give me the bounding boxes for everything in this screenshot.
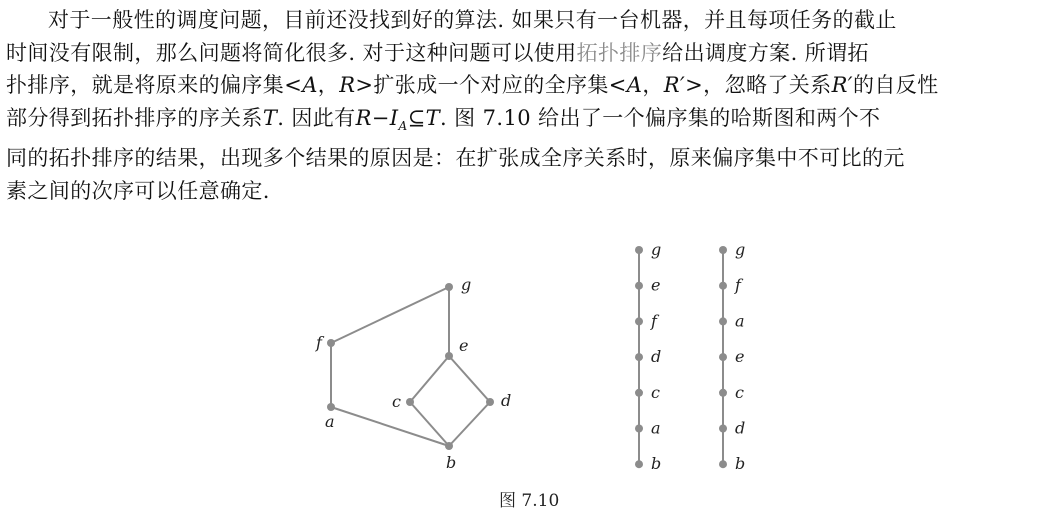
topological-sort-chain-1 [635,240,661,473]
label-g: g [461,275,472,294]
label-c: c [392,392,401,411]
chain-node [719,389,727,397]
text-segment: 部分得到拓扑排序的序关系 [6,105,263,130]
edge-e-c [410,356,449,402]
chain-node [635,389,643,397]
math-subscript: A [398,118,408,133]
math-var: R′ [663,73,686,97]
chain-label: a [735,311,745,331]
node-a [327,403,335,411]
paragraph-line-6: 素之间的次序可以任意确定. [6,178,270,203]
chain-label: g [735,240,746,259]
label-f: f [316,333,322,352]
math-var: A [626,73,643,97]
chain-label: f [651,311,657,331]
text-segment: . 图 7.10 给出了一个偏序集的哈斯图和两个不 [439,105,881,130]
math-var: T [262,105,278,130]
text-segment: 时间没有限制，那么问题将简化很多. 对于这种问题可以使用 [6,40,577,65]
text-segment: ， [317,73,340,97]
chain-node [719,353,727,361]
edge-d-b [449,402,490,446]
paragraph-line-1: 对于一般性的调度问题，目前还没找到好的算法. 如果只有一台机器，并且每项任务的截止 [48,8,897,32]
chain-label: b [735,454,746,474]
chain-node [635,317,643,325]
text-segment: >扩张成一个对应的全序集< [355,73,627,97]
chain-node [635,460,643,468]
chain-node [635,246,643,254]
edge-e-d [449,356,490,402]
math-formula: ⊆T [407,105,440,130]
label-d: d [501,391,512,410]
chain-node [719,282,727,290]
math-var: R′ [831,73,853,97]
chain-node [719,317,727,325]
node-c [406,398,414,406]
chain-label: a [651,418,661,438]
node-d [486,398,494,406]
text-segment: 的自反性 [852,73,939,97]
chain-label: c [651,382,660,402]
paragraph-line-5: 同的拓扑排序的结果，出现多个结果的原因是：在扩张成全序关系时，原来偏序集中不可比的元 [6,146,905,171]
chain-node [719,246,727,254]
chain-label: f [735,275,741,295]
edge-f-g [331,287,449,343]
math-var: A [302,73,318,97]
node-g [445,283,453,291]
chain-node [635,353,643,361]
chain-label: g [651,240,662,259]
math-var: R [339,73,356,97]
text-segment: 扑排序，就是将原来的偏序集< [6,73,303,97]
chain-node [719,460,727,468]
node-b [445,442,453,450]
text-segment: . 因此有 [277,105,356,130]
label-a: a [325,412,335,431]
node-e [445,352,453,360]
text-segment: ， [642,73,664,97]
math-formula: R−I [355,105,399,130]
chain-label: b [651,454,662,474]
term-topological-sort: 拓扑排序 [576,40,663,65]
chain-label: e [651,275,661,295]
label-b: b [446,453,457,472]
node-f [327,339,335,347]
figure-caption: 图 7.10 [499,491,560,511]
chain-label: d [651,347,662,367]
chain-label: e [735,347,745,367]
topological-sort-chain-2 [719,240,745,473]
chain-node [635,425,643,433]
text-segment: 给出调度方案. 所谓拓 [662,40,869,65]
chain-node [719,425,727,433]
hasse-diagram [331,287,490,446]
chain-label: c [735,382,744,402]
chain-node [635,282,643,290]
text-segment: >，忽略了关系 [685,73,832,97]
chain-label: d [735,418,746,438]
label-e: e [459,336,469,355]
